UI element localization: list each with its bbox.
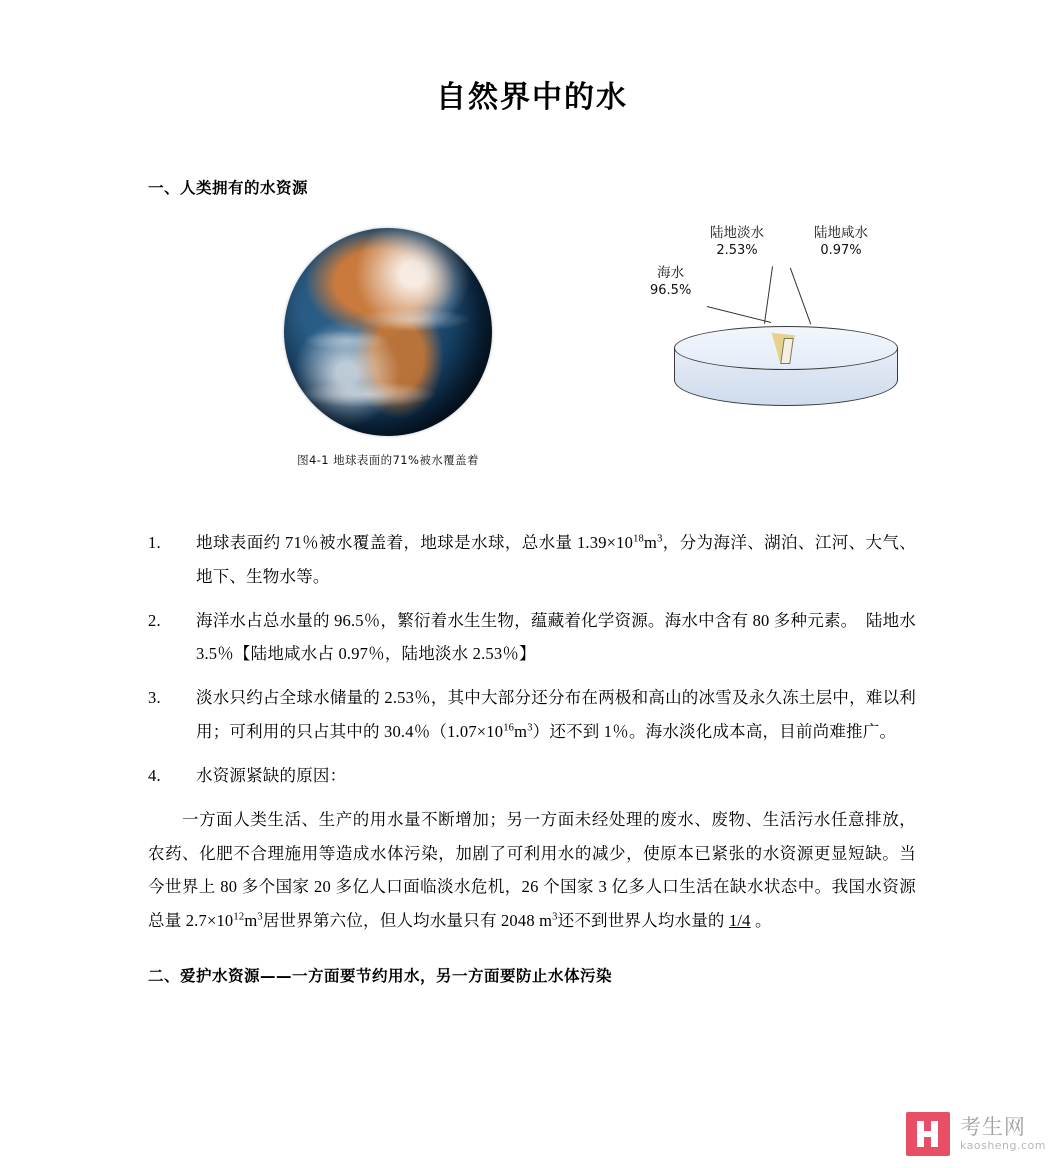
watermark-logo-icon — [906, 1112, 950, 1156]
figure-caption: 图4-1 地球表面的71%被水覆盖着 — [297, 453, 479, 467]
earth-icon — [284, 228, 492, 436]
watermark-text — [960, 1116, 1046, 1151]
figure-row — [0, 222, 1064, 482]
chart-label-seawater — [650, 264, 691, 300]
chart-label-saline-value: 0.97% — [820, 243, 862, 259]
list-item-text: 淡水只约占全球水储量的 2.53％，其中大部分还分布在两极和高山的冰雪及永久冻土层中，难以利用；可利用的只占其中的 30.4％$(1.07\times 10^{16}m^3)$还不到 1％。海水淡化成本高，目前尚难推广。 — [196, 688, 916, 742]
watermark-en: kaosheng.com — [959, 1138, 1046, 1152]
section-heading-1: 一、人类拥有的水资源 — [148, 179, 309, 197]
chart-label-saline — [814, 224, 868, 260]
watermark-cn: 考生网 — [959, 1115, 1026, 1140]
leader-line-saline — [790, 268, 811, 325]
document-page — [0, 72, 1064, 1168]
list-item-text: 地球表面约 71％被水覆盖着，地球是水球，总水量 $1.39\times 10^{18}m^3$，分为海洋、湖泊、江河、大气、地下、生物水等。 — [196, 533, 916, 586]
list-item — [148, 759, 916, 793]
chart-label-freshwater-value: 2.53% — [716, 243, 758, 259]
earth-figure — [268, 228, 508, 468]
chart-label-saline-name: 陆地咸水 — [814, 225, 868, 241]
list-item-text: 海洋水占总水量的 96.5％，繁衍着水生生物，蕴藏着化学资源。海水中含有 80 多种元素。 陆地水 3.5％【陆地咸水占 0.97％，陆地淡水 2.53％】 — [196, 610, 916, 664]
page-title: 自然界中的水 — [436, 80, 628, 115]
chart-label-seawater-name: 海水 — [657, 265, 685, 281]
leader-line-freshwater — [764, 266, 773, 324]
list-item — [148, 526, 916, 594]
body-paragraph: 一方面人类生活、生产的用水量不断增加；另一方面未经处理的废水、废物、生活污水任意排放，农药、化肥不合理施用等造成水体污染，加剧了可利用水的减少，使原本已紧张的水资源更显短缺。当今世界上 80 多个国家 20 多亿人口面临淡水危机，26 个国家 3 亿多人口生活在缺水状态中。我国水资源总量 $2.7\times 10^{12}m^3$居世界第六位，但人均水量只有 2048 $m^3$还不到世界人均水量的 1/4 。 — [148, 809, 916, 931]
leader-line-seawater — [707, 306, 771, 323]
watermark — [906, 1112, 1046, 1156]
list-item-number: 4. — [148, 765, 161, 785]
content-list — [148, 526, 916, 793]
list-item-number: 3. — [148, 688, 161, 708]
list-item-number: 1. — [148, 533, 161, 552]
water-distribution-chart — [650, 222, 950, 452]
chart-label-freshwater — [710, 224, 764, 260]
list-item — [148, 681, 916, 749]
chart-label-seawater-value: 96.5% — [650, 283, 692, 299]
cylinder-chart-body — [674, 326, 898, 412]
list-item-text: 水资源紧缺的原因： — [196, 765, 347, 785]
list-item — [148, 604, 916, 672]
section-heading-2: 二、爱护水资源——一方面要节约用水，另一方面要防止水体污染 — [148, 966, 613, 985]
list-item-number: 2. — [148, 610, 161, 630]
chart-label-freshwater-name: 陆地淡水 — [710, 225, 764, 241]
